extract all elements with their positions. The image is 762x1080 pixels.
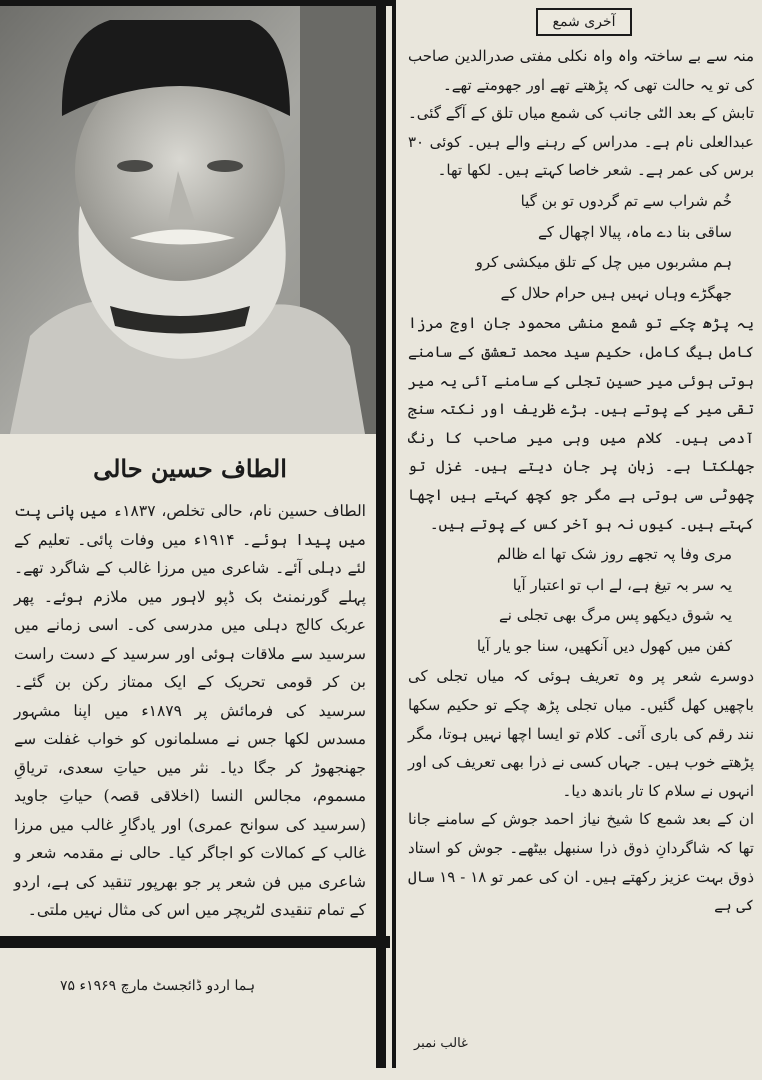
page-footer-magazine: ہما اردو ڈائجسٹ مارچ ۱۹۶۹ء ۷۵ (60, 978, 256, 994)
article-paragraph: تابش کے بعد الٹی جانب کی شمع میاں تلق کے آگے گئی۔ عبدالعلی نام ہے۔ مدراس کے رہنے والے ہیں۔ کوئی ۳۰ برس کی عمر ہے۔ شعر خاصا کہتے ہیں۔ لکھا تھا۔ (408, 104, 754, 180)
portrait-photo (0, 6, 376, 434)
main-article-column (408, 8, 754, 1058)
bottom-rule (0, 936, 390, 948)
section-tag: آخری شمع (536, 8, 632, 36)
article-paragraph: منہ سے بے ساختہ واہ واہ نکلی مفتی صدرالدین صاحب کی تو یہ حالت تھی کہ پڑھتے تھے اور جھومتے تھے۔ (408, 47, 754, 94)
page-footer-issue: غالب نمبر (414, 1036, 468, 1051)
verse-line: جھگڑے وہاں نہیں ہیں حرام حلال کے (500, 283, 732, 302)
article-paragraph: دوسرے شعر پر وہ تعریف ہوئی کہ میاں تجلی کی باچھیں کھل گئیں۔ میاں تجلی پڑھ چکے تو حکیم سکھا نند رقم کی باری آئی۔ کلام تو ایسا اچھا نہیں ہوتا، مگر پڑھتے خوب ہیں۔ جہاں کسی نے ذرا بھی تعریف کی اور انہوں نے سلام کا تار باندھ دیا۔ (408, 667, 754, 800)
verse-line: مری وفا پہ تجھے روز شک تھا اے ظالم (496, 545, 732, 564)
biography-title: الطاف حسین حالی (93, 454, 287, 483)
article-paragraph: یہ پڑھ چکے تو شمع منشی محمود جان اوج مرزا کامل بیگ کامل، حکیم سید محمد تعشق کے سامنے ہوتی ہوئی میر حسین تجلی کے سامنے آئی یہ میر تقی میر کے پوتے ہیں۔ بڑے ظریف اور نکتہ سنج آدمی ہیں۔ کلام میں وہی میر صاحب کا رنگ جھلکتا ہے۔ زبان پر جان دیتے ہیں۔ غزل تو چھوٹی سی ہوتی ہے مگر جو کچھ کہتے ہیں اچھا کہتے ہیں۔ کیوں نہ ہو آخر کس کے پوتے ہیں۔ (408, 314, 754, 533)
column-divider-thin (392, 0, 396, 1068)
biography-body: الطاف حسین نام، حالی تخلص، ۱۸۳۷ء میں پانی پت میں پیدا ہوئے۔ ۱۹۱۴ء میں وفات پائی۔ تعلیم کے لئے دہلی آئے۔ شاعری میں مرزا غالب کے شاگرد تھے۔ پہلے گورنمنٹ بک ڈپو لاہور میں ملازم ہوئے۔ پھر عربک کالج دہلی میں مدرسی کی۔ اسی زمانے میں سرسید سے ملاقات ہوئی اور سرسید کے دست راست بن کر قومی تحریک کے ایک ممتاز رکن بن گئے۔ سرسید کی فرمائش پر ۱۸۷۹ء میں اپنا مشہور مسدس لکھا جس نے مسلمانوں کو خواب غفلت سے جھنجھوڑ کر جگا دیا۔ نثر میں حیاتِ سعدی، تریاقِ مسموم، مجالس النسا (اخلاقی قصہ) حیاتِ جاوید (سرسید کی سوانح عمری) اور یادگارِ غالب میں مرزا غالب کے کمالات کو اجاگر کیا۔ حالی نے مقدمہ شعر و شاعری میں فن شعر پر جو بھرپور تنقید کی ہے، اردو کے تمام تنقیدی لٹریچر میں اس کی مثال نہیں ملتی۔ (14, 502, 367, 919)
verse-line: یہ سر بہ تیغ ہے، لے اب تو اعتبار آیا (512, 575, 732, 594)
portrait-illustration (0, 6, 376, 434)
verse-line: کفن میں کھول دیں آنکھیں، سنا جو یار آیا (476, 636, 732, 655)
main-article-text (408, 42, 754, 920)
verse-line: خُم شراب سے تم گردوں تو بن گیا (520, 191, 732, 210)
column-divider-thick (376, 0, 386, 1068)
article-paragraph: ان کے بعد شمع کا شیخ نیاز احمد جوش کے سامنے جانا تھا کہ شاگردانِ ذوق ذرا سنبھل بیٹھے۔ جوش کو استاد ذوق بہت عزیز رکھتے ہیں۔ ان کی عمر تو ۱۸ - ۱۹ سال کی ہے (408, 810, 754, 915)
verse-line: یہ شوق دیکھو پس مرگ بھی تجلی نے (498, 606, 732, 625)
biography-section (14, 440, 366, 930)
verse-line: ہم مشربوں میں چل کے تلق میکشی کرو (475, 253, 732, 272)
verse-line: ساقی بنا دے ماہ، پیالا اچھال کے (538, 222, 732, 241)
